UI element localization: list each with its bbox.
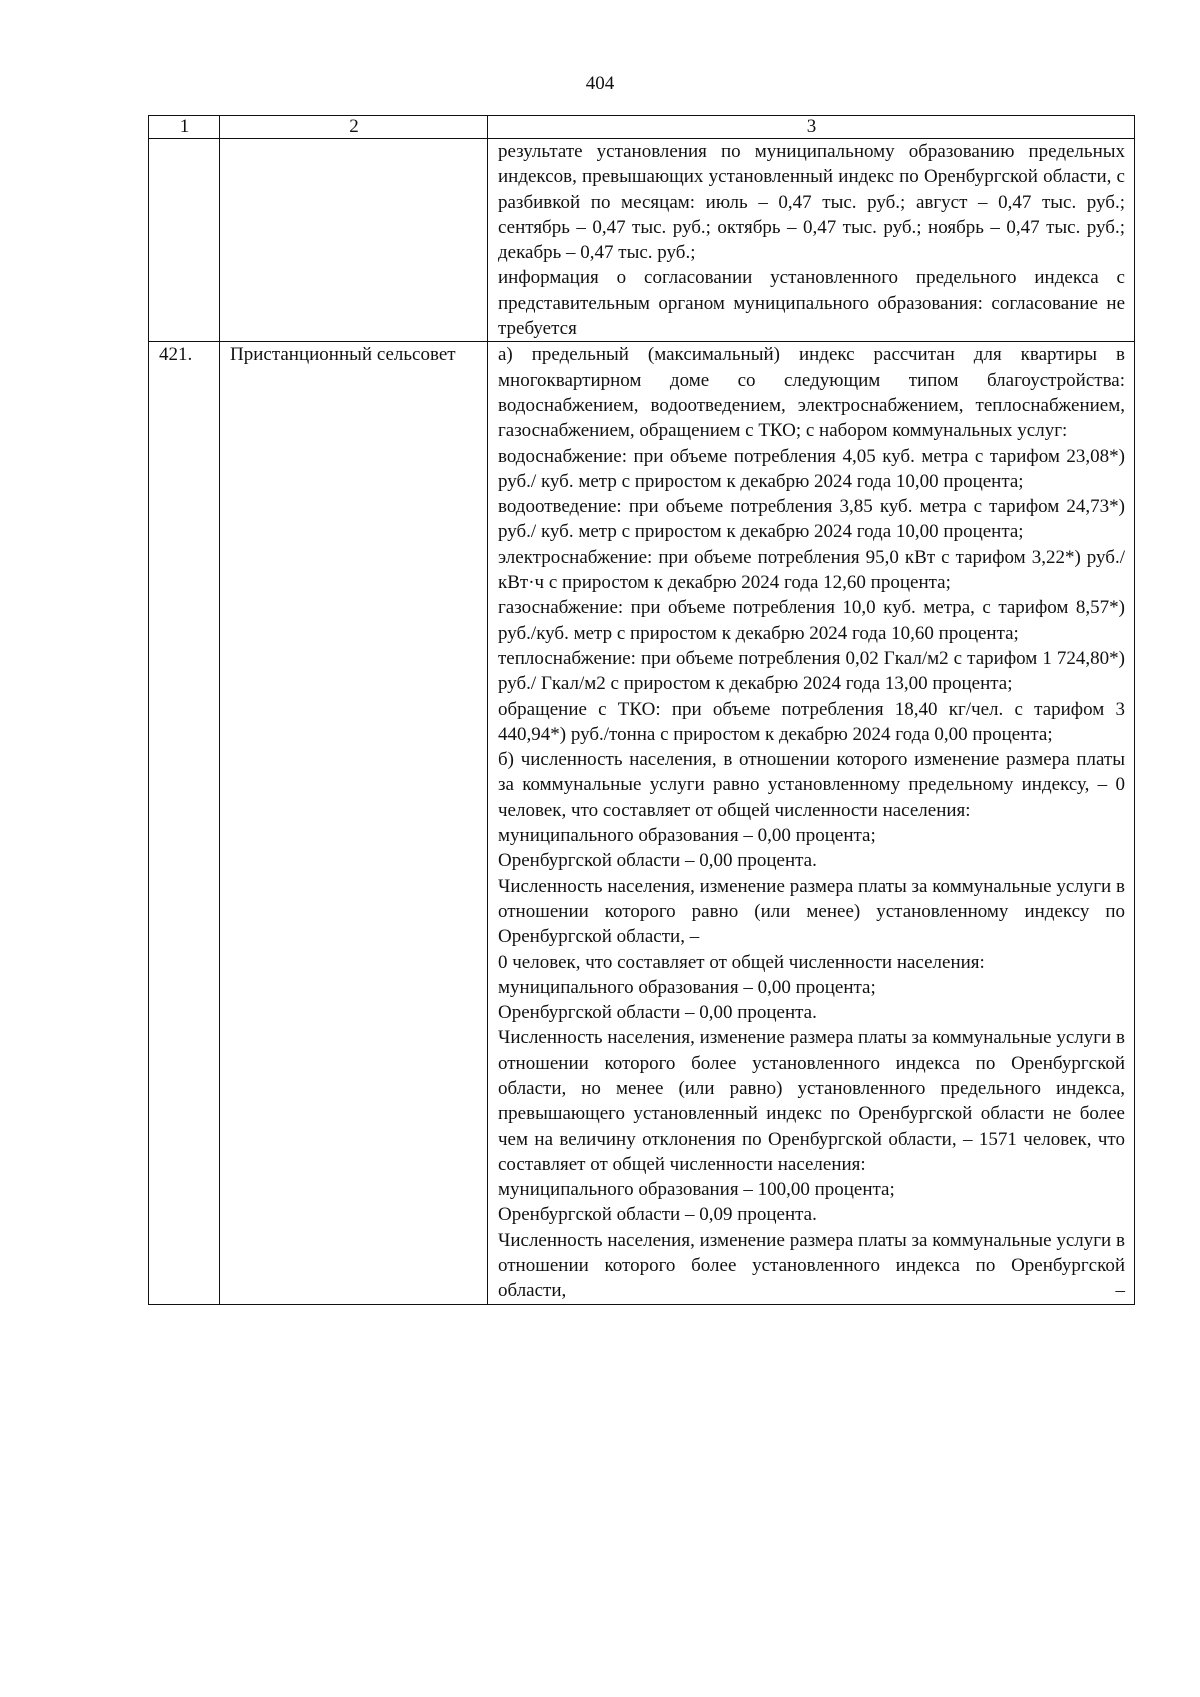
paragraph: информация о согласовании установленного предельного индекса с представительным органом муниципального образования: согласование не требуется [498, 267, 1125, 340]
paragraph: Оренбургской области – 0,00 процента. [498, 1002, 817, 1024]
paragraph: Оренбургской области – 0,09 процента. [498, 1204, 817, 1226]
row-number [149, 139, 220, 342]
paragraph: Численность населения, изменение размера платы за коммунальные услуги в отношении которого более установленного индекса по Оренбургской области, – [498, 1229, 1125, 1302]
header-cell-3: 3 [488, 116, 1135, 139]
header-cell-2: 2 [220, 116, 488, 139]
paragraph: муниципального образования – 0,00 процента; [498, 825, 876, 847]
paragraph: Численность населения, изменение размера платы за коммунальные услуги в отношении которого более установленного индекса по Оренбургской области, но менее (или равно) установленного предельного индекса, превышающего установленный индекс по Оренбургской области не более чем на величину отклонения по Оренбургской области, – 1571 человек, что составляет от общей численности населения: [498, 1027, 1125, 1175]
paragraph: водоотведение: при объеме потребления 3,85 куб. метра с тарифом 24,73*) руб./ куб. метр с приростом к декабрю 2024 года 10,00 процента; [498, 496, 1125, 543]
paragraph: а) предельный (максимальный) индекс рассчитан для квартиры в многоквартирном доме со следующим типом благоустройства: водоснабжением, водоотведением, электроснабжением, теплоснабжением, газоснабжением, обращением с ТКО; с набором коммунальных услуг: [498, 344, 1125, 442]
paragraph: 0 человек, что составляет от общей численности населения: [498, 951, 985, 973]
paragraph: обращение с ТКО: при объеме потребления 18,40 кг/чел. с тарифом 3 440,94*) руб./тонна с приростом к декабрю 2024 года 0,00 процента; [498, 698, 1125, 745]
paragraph: результате установления по муниципальному образованию предельных индексов, превышающих установленный индекс по Оренбургской области, с разбивкой по месяцам: июль – 0,47 тыс. руб.; август – 0,47 тыс. руб.; сентябрь – 0,47 тыс. руб.; октябрь – 0,47 тыс. руб.; ноябрь – 0,47 тыс. руб.; декабрь – 0,47 тыс. руб.; [498, 141, 1125, 264]
row-description [488, 139, 1135, 342]
paragraph: б) численность населения, в отношении которого изменение размера платы за коммунальные услуги равно установленному предельному индексу, – 0 человек, что составляет от общей численности населения: [498, 749, 1125, 821]
paragraph: водоснабжение: при объеме потребления 4,05 куб. метра с тарифом 23,08*) руб./ куб. метр с приростом к декабрю 2024 года 10,00 процента; [498, 445, 1125, 492]
table-row [149, 342, 1135, 1304]
row-name: Пристанционный сельсовет [220, 342, 488, 1304]
paragraph: газоснабжение: при объеме потребления 10,0 куб. метра, с тарифом 8,57*) руб./куб. метр с приростом к декабрю 2024 года 10,60 процента; [498, 597, 1125, 644]
page-number: 404 [585, 73, 615, 94]
row-description [488, 342, 1135, 1304]
row-number: 421. [149, 342, 220, 1304]
table-header-row [149, 116, 1135, 139]
table-row [149, 139, 1135, 342]
paragraph: муниципального образования – 0,00 процента; [498, 976, 876, 998]
paragraph: теплоснабжение: при объеме потребления 0,02 Гкал/м2 с тарифом 1 724,80*) руб./ Гкал/м2 с приростом к декабрю 2024 года 13,00 процента; [498, 647, 1125, 695]
paragraph: муниципального образования – 100,00 процента; [498, 1179, 895, 1201]
paragraph: электроснабжение: при объеме потребления 95,0 кВт с тарифом 3,22*) руб./кВт·ч с приростом к декабрю 2024 года 12,60 процента; [498, 546, 1125, 594]
header-cell-1: 1 [149, 116, 220, 139]
paragraph: Численность населения, изменение размера платы за коммунальные услуги в отношении которого равно (или менее) установленному индексу по Оренбургской области, – [498, 875, 1125, 948]
row-name [220, 139, 488, 342]
document-table [148, 115, 1135, 1305]
paragraph: Оренбургской области – 0,00 процента. [498, 850, 817, 872]
